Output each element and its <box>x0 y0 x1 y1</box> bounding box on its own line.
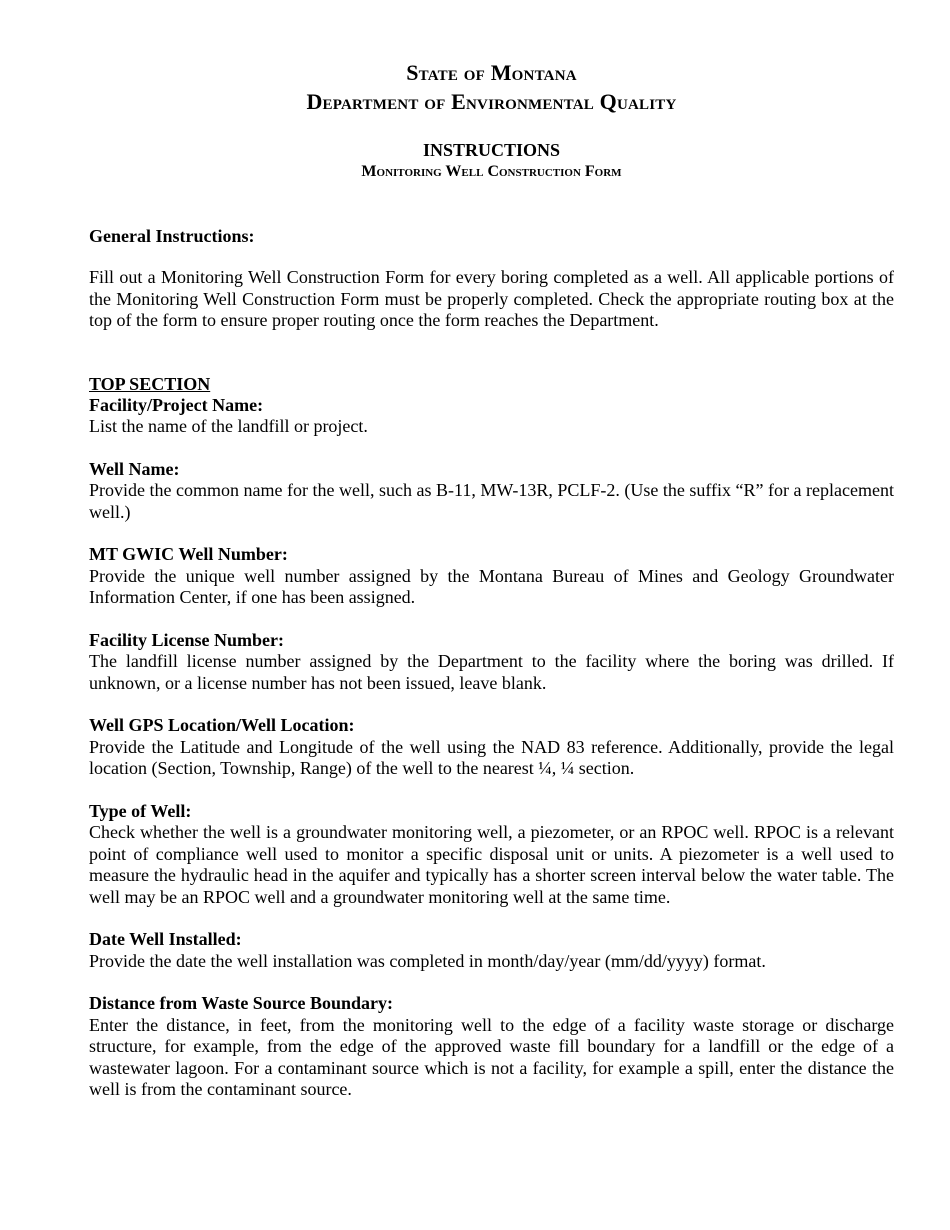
item-title: Well Name: <box>89 458 180 479</box>
instruction-item-distance-from-waste-source <box>89 993 894 1101</box>
item-title: Well GPS Location/Well Location: <box>89 715 355 735</box>
top-section-heading: TOP SECTION <box>89 373 211 394</box>
item-title: Distance from Waste Source Boundary: <box>89 993 393 1013</box>
item-body: The landfill license number assigned by the Department to the facility where the boring was drilled. If unknown, or a license number has not been issued, leave blank. <box>89 651 894 693</box>
instruction-item-type-of-well <box>89 801 894 909</box>
general-instructions-heading: General Instructions: <box>89 226 255 246</box>
item-title: Facility/Project Name: <box>89 394 264 415</box>
document-page <box>89 0 894 1101</box>
form-title: Monitoring Well Construction Form <box>361 163 622 180</box>
item-body: Enter the distance, in feet, from the monitoring well to the edge of a facility waste storage or discharge structure, for example, from the edge of the approved waste fill boundary for a landfill or the edge of a wastewater lagoon. For a contaminant source which is not a facility, for example a spill, enter the distance the well is from the contaminant source. <box>89 1014 894 1099</box>
item-body: Provide the unique well number assigned by the Montana Bureau of Mines and Geology Groundwater Information Center, if one has been assigned. <box>89 565 894 607</box>
instruction-item-facility-license-number <box>89 630 894 695</box>
item-body: Provide the Latitude and Longitude of the well using the NAD 83 reference. Additionally, provide the legal location (Section, Township, Range) of the well to the nearest ¼, ¼ section. <box>89 736 894 778</box>
state-title: State of Montana <box>406 60 577 85</box>
instructions-title: INSTRUCTIONS <box>422 140 561 160</box>
item-title: MT GWIC Well Number: <box>89 544 288 564</box>
item-title: Facility License Number: <box>89 629 284 650</box>
instruction-item-date-well-installed <box>89 929 894 972</box>
item-title: Type of Well: <box>89 800 192 821</box>
instruction-item-gwic-well-number <box>89 544 894 609</box>
department-title: Department of Environmental Quality <box>306 89 677 114</box>
instruction-item-well-name <box>89 459 894 524</box>
item-body: List the name of the landfill or project. <box>89 416 368 436</box>
instruction-item-well-gps-location <box>89 715 894 780</box>
document-header <box>89 58 894 183</box>
item-body: Provide the common name for the well, such as B-11, MW-13R, PCLF-2. (Use the suffix “R” for a replacement well.) <box>89 480 894 522</box>
instruction-item-facility-project-name <box>89 395 894 438</box>
general-instructions-body: Fill out a Monitoring Well Construction Form for every boring completed as a well. All applicable portions of the Monitoring Well Construction Form must be properly completed. Check the appropriate routing box at the top of the form to ensure proper routing once the form reaches the Department. <box>89 267 894 330</box>
item-title: Date Well Installed: <box>89 929 242 949</box>
item-body: Provide the date the well installation was completed in month/day/year (mm/dd/yyyy) format. <box>89 950 766 971</box>
item-body: Check whether the well is a groundwater monitoring well, a piezometer, or an RPOC well. RPOC is a relevant point of compliance well used to monitor a specific disposal unit or units. A piezometer is a well used to measure the hydraulic head in the aquifer and typically has a shorter screen interval below the water table. The well may be an RPOC well and a groundwater monitoring well at the same time. <box>89 822 894 907</box>
